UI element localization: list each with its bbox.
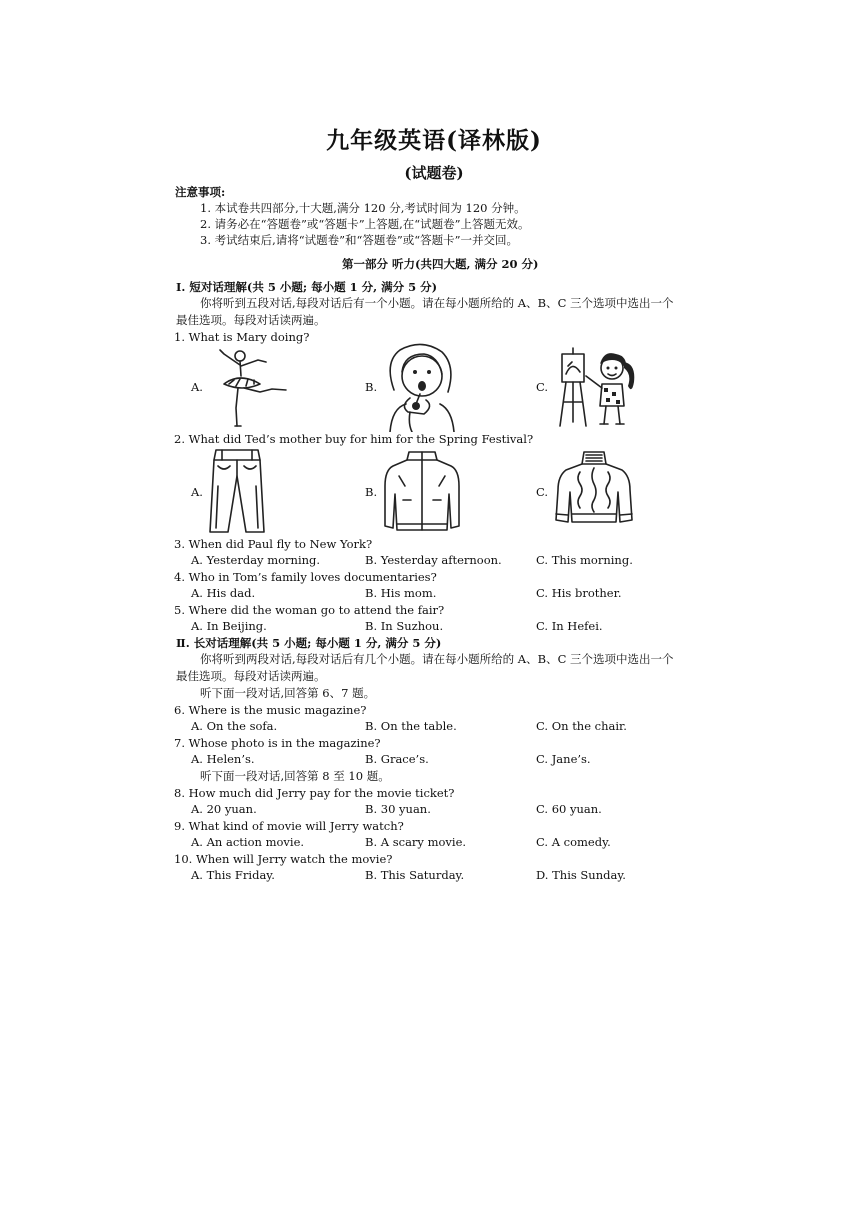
q2-option-a: A. [191,485,203,499]
q9-option-b: B. A scary movie. [365,835,467,849]
girl-painting-icon [556,346,646,428]
q6-option-c: C. On the chair. [536,719,627,733]
girl-singing-icon [380,342,466,432]
q6-option-a: A. On the sofa. [191,719,278,733]
notes-heading: 注意事项: [175,185,226,199]
section2-heading: Ⅱ. 长对话理解(共 5 小题; 每小题 1 分, 满分 5 分) [176,636,442,650]
section2-instruction-line2: 最佳选项。每段对话读两遍。 [176,669,326,683]
notes-item-3: 3. 考试结束后,请将“试题卷”和“答题卷”或“答题卡”一并交回。 [200,233,519,247]
q8-option-b: B. 30 yuan. [365,802,431,816]
q5-option-b: B. In Suzhou. [365,619,444,633]
q4-option-c: C. His brother. [536,586,622,600]
trousers-icon [206,446,268,536]
q10-option-b: B. This Saturday. [365,868,465,882]
q7-option-c: C. Jane’s. [536,752,591,766]
question-1: 1. What is Mary doing? [174,330,310,344]
q9-option-a: A. An action movie. [191,835,305,849]
sweater-icon [552,448,636,532]
exam-subtitle: (试题卷) [404,164,464,182]
q6-option-b: B. On the table. [365,719,457,733]
section2-instruction-line1: 你将听到两段对话,每段对话后有几个小题。请在每小题所给的 A、B、C 三个选项中选出一个 [200,652,674,666]
exam-title: 九年级英语(译林版) [326,127,542,154]
notes-item-1: 1. 本试卷共四部分,十大题,满分 120 分,考试时间为 120 分钟。 [200,201,526,215]
q9-option-c: C. A comedy. [536,835,611,849]
section1-heading: Ⅰ. 短对话理解(共 5 小题; 每小题 1 分, 满分 5 分) [176,280,438,294]
q3-option-b: B. Yesterday afternoon. [365,553,502,567]
notes-item-2: 2. 请务必在“答题卷”或“答题卡”上答题,在“试题卷”上答题无效。 [200,217,530,231]
q1-option-b: B. [365,380,378,394]
q7-option-a: A. Helen’s. [191,752,255,766]
question-2: 2. What did Ted’s mother buy for him for the Spring Festival? [174,432,534,446]
q3-option-a: A. Yesterday morning. [191,553,321,567]
part1-heading: 第一部分 听力(共四大题, 满分 20 分) [342,257,539,271]
question-4: 4. Who in Tom’s family loves documentaries? [174,570,437,584]
q8-option-a: A. 20 yuan. [191,802,257,816]
q2-option-b: B. [365,485,378,499]
question-9: 9. What kind of movie will Jerry watch? [174,819,404,833]
question-3: 3. When did Paul fly to New York? [174,537,373,551]
q10-option-c: D. This Sunday. [536,868,626,882]
jacket-icon [381,446,463,534]
question-5: 5. Where did the woman go to attend the fair? [174,603,445,617]
q1-option-a: A. [191,380,203,394]
q4-option-b: B. His mom. [365,586,437,600]
q4-option-a: A. His dad. [191,586,256,600]
section1-instruction-line1: 你将听到五段对话,每段对话后有一个小题。请在每小题所给的 A、B、C 三个选项中选出一个 [200,296,674,310]
q5-option-a: A. In Beijing. [191,619,267,633]
q1-option-c: C. [536,380,549,394]
question-6: 6. Where is the music magazine? [174,703,367,717]
question-8: 8. How much did Jerry pay for the movie ticket? [174,786,455,800]
question-10: 10. When will Jerry watch the movie? [174,852,393,866]
q7-option-b: B. Grace’s. [365,752,429,766]
q10-option-a: A. This Friday. [191,868,275,882]
q2-option-c: C. [536,485,549,499]
question-7: 7. Whose photo is in the magazine? [174,736,381,750]
section2-lead-2: 听下面一段对话,回答第 8 至 10 题。 [200,769,390,783]
q3-option-c: C. This morning. [536,553,633,567]
section2-lead-1: 听下面一段对话,回答第 6、7 题。 [200,686,376,700]
section1-instruction-line2: 最佳选项。每段对话读两遍。 [176,313,326,327]
q8-option-c: C. 60 yuan. [536,802,602,816]
ballerina-icon [210,346,295,431]
q5-option-c: C. In Hefei. [536,619,603,633]
